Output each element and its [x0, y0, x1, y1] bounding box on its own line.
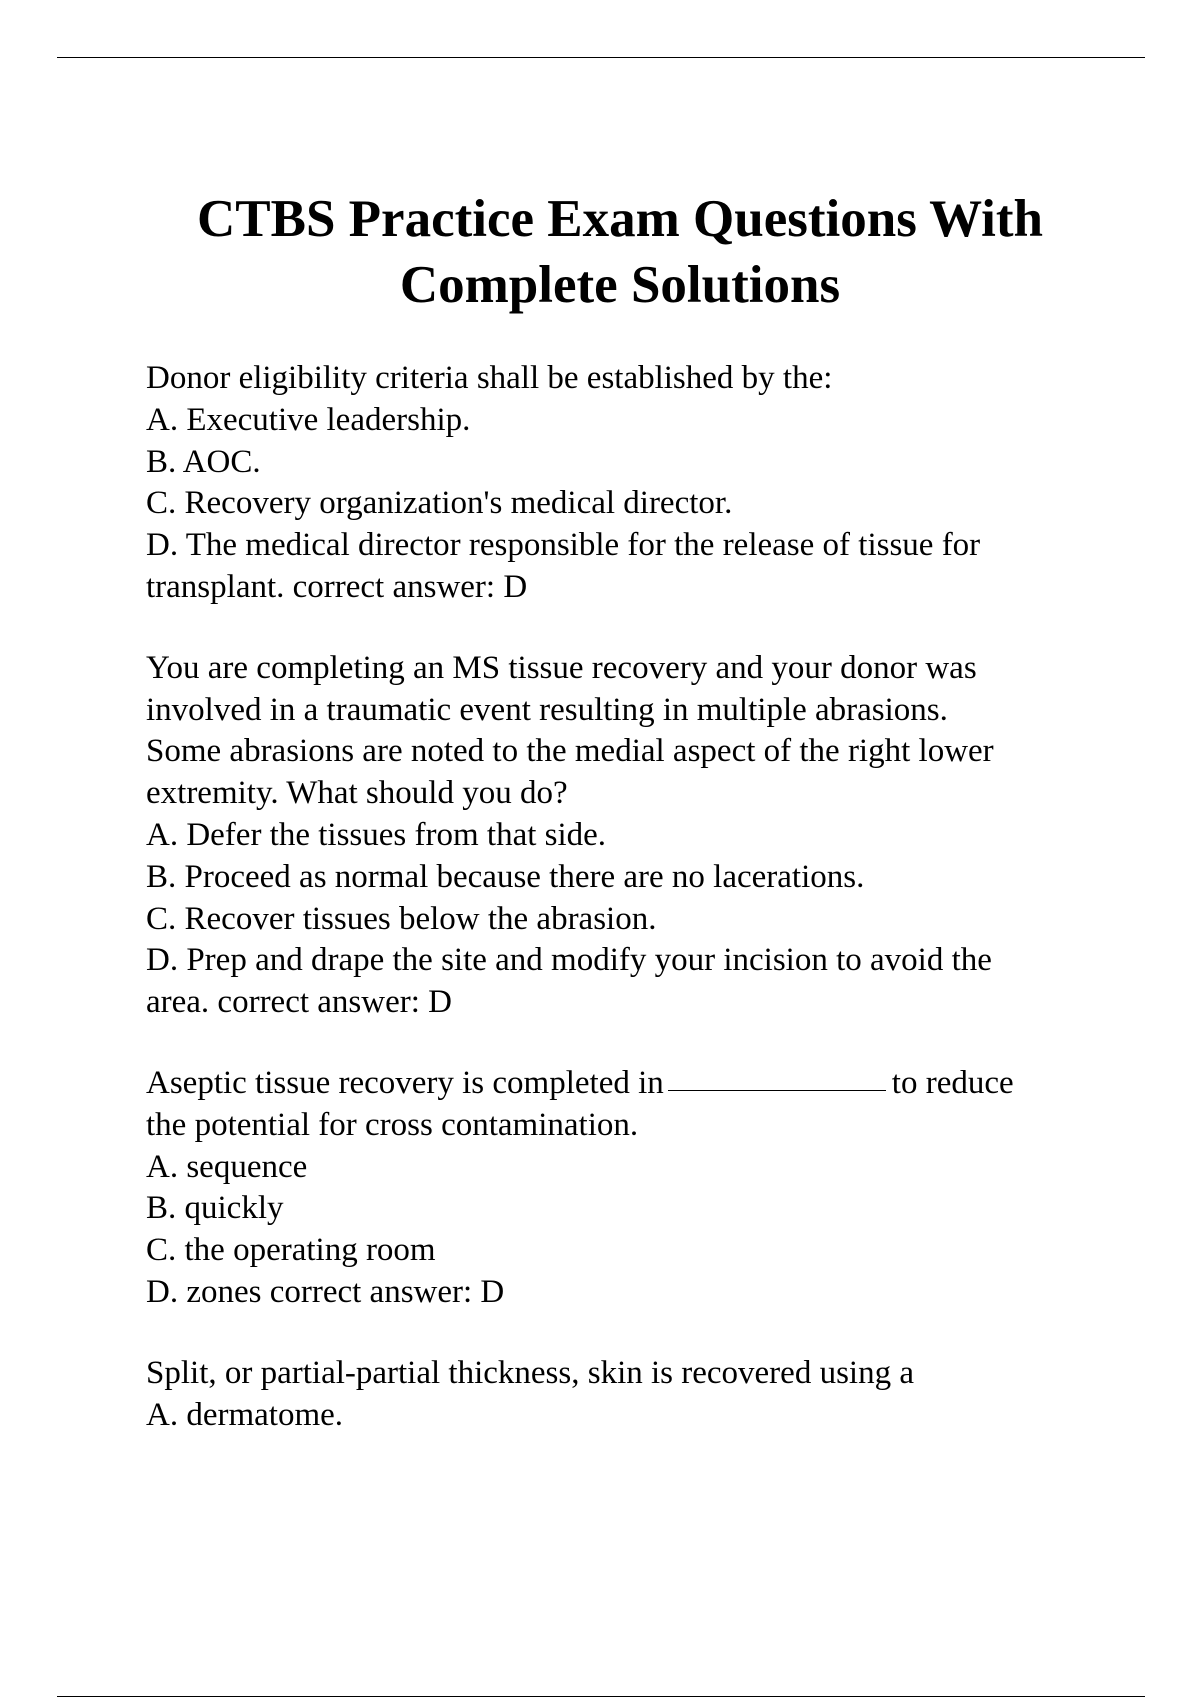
- question-4: [146, 1353, 1146, 1437]
- answer-option-c: C. Recover tissues below the abrasion.: [146, 900, 657, 937]
- answer-option-a: A. Executive leadership.: [146, 401, 471, 438]
- question-list: [146, 358, 1146, 1475]
- answer-option-d: D. The medical director responsible for the release of tissue for: [146, 527, 981, 564]
- answer-option-d: D. Prep and drape the site and modify your incision to avoid the: [146, 942, 992, 979]
- stem-before-blank: Aseptic tissue recovery is completed in: [146, 1064, 664, 1101]
- question-stem: involved in a traumatic event resulting in multiple abrasions.: [146, 691, 948, 728]
- answer-option-c: C. Recovery organization's medical director.: [146, 485, 733, 522]
- question-stem: Some abrasions are noted to the medial aspect of the right lower: [146, 733, 994, 770]
- answer-option-d: D. zones correct answer: D: [146, 1273, 505, 1310]
- correct-answer: area. correct answer: D: [146, 984, 452, 1021]
- title-line: Complete Solutions: [399, 256, 841, 314]
- question-stem: You are completing an MS tissue recovery and your donor was: [146, 649, 977, 686]
- answer-option-b: B. quickly: [146, 1190, 284, 1227]
- answer-option-c: C. the operating room: [146, 1232, 436, 1269]
- question-stem: Donor eligibility criteria shall be established by the:: [146, 360, 833, 396]
- answer-option-b: B. AOC.: [146, 443, 261, 480]
- answer-option-b: B. Proceed as normal because there are no lacerations.: [146, 858, 865, 895]
- answer-option-a: A. Defer the tissues from that side.: [146, 816, 607, 853]
- question-1: [146, 358, 1146, 609]
- question-stem: the potential for cross contamination.: [146, 1106, 639, 1143]
- header-rule: [57, 57, 1145, 58]
- answer-option-a: A. sequence: [146, 1148, 308, 1185]
- footer-rule: [57, 1696, 1145, 1697]
- correct-answer: transplant. correct answer: D: [146, 568, 528, 605]
- question-stem-with-blank: [146, 1063, 1146, 1105]
- question-stem: Split, or partial-partial thickness, skin is recovered using a: [146, 1354, 914, 1391]
- answer-option-a: A. dermatome.: [146, 1396, 344, 1433]
- question-3: [146, 1063, 1146, 1314]
- fill-in-blank: [668, 1089, 886, 1091]
- title-line: CTBS Practice Exam Questions With: [196, 190, 1044, 248]
- page-title: [100, 186, 1140, 318]
- stem-after-blank: to reduce: [891, 1064, 1014, 1101]
- question-stem: extremity. What should you do?: [146, 775, 568, 812]
- question-2: [146, 648, 1146, 1024]
